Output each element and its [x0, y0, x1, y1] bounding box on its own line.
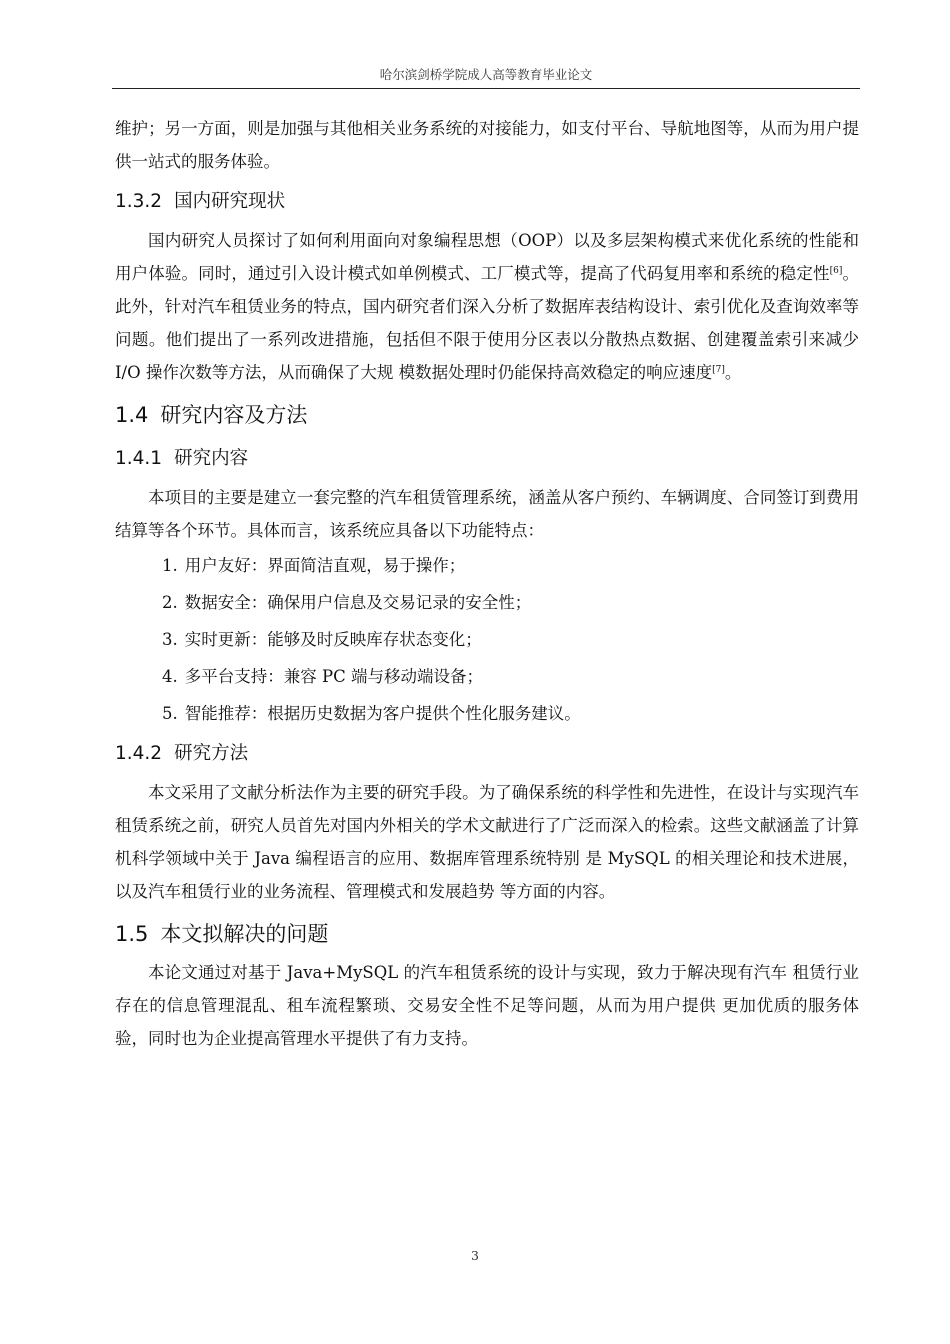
list-item: [162, 658, 859, 695]
list-item-number: 5.: [162, 704, 178, 723]
list-item-number: 1.: [162, 556, 178, 575]
page-footer: [0, 1248, 950, 1263]
section-title: 国内研究现状: [174, 191, 286, 212]
section-title: 研究方法: [174, 743, 249, 764]
list-item-text: 实时更新：能够及时反映库存状态变化；: [184, 630, 482, 649]
section-number: 1.4.1: [115, 448, 163, 469]
intro-paragraph: 维护；另一方面，则是加强与其他相关业务系统的对接能力，如支付平台、导航地图等，从而为用户提供一站式的服务体验。: [115, 119, 859, 171]
section-number: 1.5: [115, 922, 149, 946]
citation-6: [6]: [829, 266, 843, 276]
problems-paragraph: 本论文通过对基于 Java+MySQL 的汽车租赁系统的设计与实现，致力于解决现有汽车 租赁行业存在的信息管理混乱、租车流程繁琐、交易安全性不足等问题，从而为用户提供 更加优质的服务体验，同时也为企业提高管理水平提供了有力支持。: [115, 963, 859, 1048]
citation-7: [7]: [712, 365, 725, 375]
list-item: [162, 695, 859, 732]
paragraph-text: 国内研究人员探讨了如何利用面向对象编程思想（OOP）以及多层架构模式来优化系统的性能和用户体验。同时，通过引入设计模式如单例模式、工厂模式等，提高了代码复用率和系统的稳定性: [115, 231, 859, 283]
section-number: 1.4: [115, 403, 149, 427]
list-item: [162, 621, 859, 658]
section-heading-1-5: [115, 912, 859, 956]
section-title: 研究内容: [174, 448, 249, 469]
domestic-research-paragraph: [115, 224, 859, 389]
header-title: 哈尔滨剑桥学院成人高等教育毕业论文: [379, 67, 593, 82]
list-item: [162, 584, 859, 621]
section-number: 1.3.2: [115, 191, 163, 212]
page-body: [115, 112, 859, 1055]
paragraph-text: 。此外，针对汽车租赁业务的特点，国内研究者们深入分析了数据库表结构设计、索引优化及查询效率等问题。他们提出了一系列改进措施，包括但不限于使用分区表以分散热点数据、创建覆盖索引来减少 I/O 操作次数等方法，从而确保了大规 模数据处理时仍能保持高效稳定的响应速度: [115, 264, 860, 382]
section-title: 本文拟解决的问题: [160, 922, 329, 946]
paragraph-text: 。: [724, 363, 742, 382]
feature-list: [115, 547, 859, 732]
list-item: [162, 547, 859, 584]
list-item-text: 智能推荐：根据历史数据为客户提供个性化服务建议。: [184, 704, 581, 723]
section-heading-1-4: [115, 393, 859, 437]
running-header: [112, 66, 860, 89]
list-item-number: 4.: [162, 667, 178, 686]
section-heading-1-3-2: [115, 180, 859, 224]
section-title: 研究内容及方法: [160, 403, 308, 427]
research-method-paragraph: 本文采用了文献分析法作为主要的研究手段。为了确保系统的科学性和先进性，在设计与实现汽车租赁系统之前，研究人员首先对国内外相关的学术文献进行了广泛而深入的检索。这些文献涵盖了计算机科学领域中关于 Java 编程语言的应用、数据库管理系统特别 是 MySQL 的相关理论和技术进展，以及汽车租赁行业的业务流程、管理模式和发展趋势 等方面的内容。: [115, 783, 859, 901]
list-item-number: 3.: [162, 630, 178, 649]
page-number: 3: [471, 1248, 479, 1263]
list-item-number: 2.: [162, 593, 178, 612]
list-item-text: 多平台支持：兼容 PC 端与移动端设备；: [184, 667, 483, 686]
research-content-paragraph: 本项目的主要是建立一套完整的汽车租赁管理系统，涵盖从客户预约、车辆调度、合同签订到费用结算等各个环节。具体而言，该系统应具备以下功能特点：: [115, 488, 859, 540]
list-item-text: 数据安全：确保用户信息及交易记录的安全性；: [184, 593, 532, 612]
section-number: 1.4.2: [115, 743, 163, 764]
section-heading-1-4-1: [115, 437, 859, 481]
list-item-text: 用户友好：界面简洁直观，易于操作；: [184, 556, 466, 575]
section-heading-1-4-2: [115, 732, 859, 776]
